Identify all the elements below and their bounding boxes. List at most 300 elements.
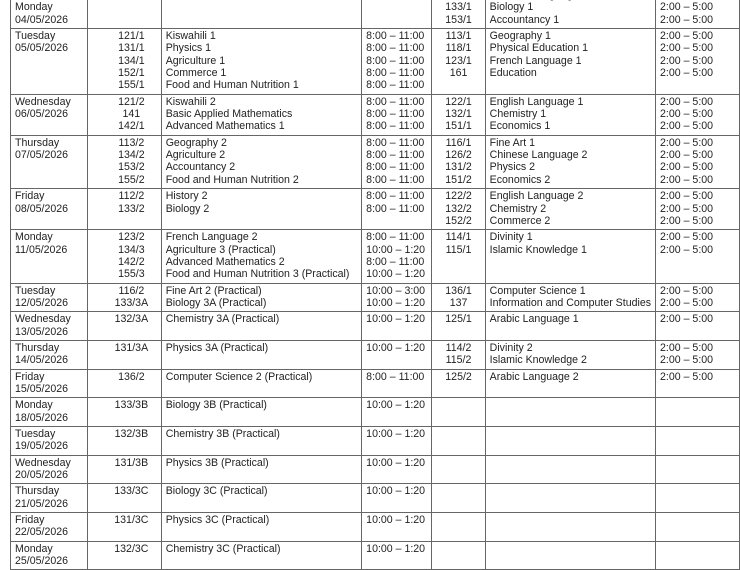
afternoon-time-cell: [656, 283, 740, 312]
morning-subject-cell: [161, 541, 361, 570]
paper-time: 2:00 – 5:00: [660, 30, 714, 43]
morning-code-cell: [88, 29, 162, 95]
date-cell: [11, 427, 88, 456]
morning-time-cell: [362, 283, 432, 312]
morning-code-cell: [88, 189, 162, 230]
morning-code-cell: [88, 94, 162, 135]
paper-code: 152/1: [118, 67, 145, 80]
paper-code: 113/2: [118, 136, 145, 149]
paper-code: 161: [449, 67, 468, 80]
paper-code: 131/2: [445, 161, 472, 174]
timetable-row: [11, 484, 740, 513]
date-cell: [11, 398, 88, 427]
day-label: Wednesday: [15, 456, 71, 469]
afternoon-subject-cell: [485, 0, 655, 29]
day-label: Friday: [15, 514, 45, 527]
afternoon-time-cell: [656, 0, 740, 29]
date-cell: [11, 135, 88, 188]
afternoon-subject-cell: [485, 340, 655, 369]
paper-subject: Physics 3B (Practical): [165, 456, 269, 469]
paper-time: 8:00 – 11:00: [366, 202, 425, 215]
paper-subject: Physics 2: [489, 161, 536, 174]
paper-subject: Chemistry 2: [489, 202, 547, 215]
morning-subject-cell: [161, 427, 361, 456]
morning-subject-cell: [161, 189, 361, 230]
day-label: Monday: [15, 542, 53, 555]
day-label: Thursday: [15, 136, 60, 149]
paper-code: 136/1: [445, 284, 472, 297]
paper-time: 8:00 – 11:00: [366, 54, 425, 67]
paper-time: 8:00 – 11:00: [366, 79, 425, 92]
date-cell: [11, 230, 88, 283]
paper-code: 153/1: [445, 13, 472, 26]
paper-code: 123/2: [118, 231, 145, 244]
afternoon-code-cell: [432, 94, 485, 135]
date-cell: [11, 484, 88, 513]
paper-subject: Divinity 2: [489, 341, 533, 354]
timetable-row: [11, 94, 740, 135]
morning-subject-cell: [161, 398, 361, 427]
paper-time: 2:00 – 5:00: [660, 370, 714, 383]
paper-time: 2:00 – 5:00: [660, 149, 714, 162]
paper-time: 8:00 – 11:00: [366, 231, 425, 244]
paper-subject: Education: [489, 67, 537, 80]
paper-subject: Agriculture 1: [165, 54, 226, 67]
paper-subject: Geography 2: [165, 136, 227, 149]
date-label: 21/05/2026: [15, 497, 69, 510]
paper-subject: Chemistry 3B (Practical): [165, 428, 280, 440]
morning-code-cell: [88, 484, 162, 513]
afternoon-code-cell: [432, 312, 485, 341]
paper-code: 141: [122, 108, 141, 121]
paper-subject: Physics 1: [165, 42, 212, 55]
morning-subject-cell: [161, 369, 361, 398]
paper-code: 116/1: [445, 136, 472, 149]
paper-subject: English Language 1: [489, 95, 584, 108]
paper-subject: Agriculture 2: [165, 149, 226, 162]
paper-code: 121/1: [118, 30, 145, 43]
morning-time-cell: [362, 369, 432, 398]
paper-time: 2:00 – 5:00: [660, 313, 714, 326]
paper-time: 10:00 – 1:20: [366, 268, 426, 281]
date-cell: [11, 541, 88, 570]
afternoon-code-cell: [432, 340, 485, 369]
morning-code-cell: [88, 135, 162, 188]
paper-time: 8:00 – 11:00: [366, 42, 425, 55]
afternoon-time-cell: [656, 398, 740, 427]
afternoon-time-cell: [656, 135, 740, 188]
afternoon-subject-cell: [485, 189, 655, 230]
paper-subject: Biology 3A (Practical): [165, 296, 267, 309]
afternoon-time-cell: [656, 312, 740, 341]
paper-time: 10:00 – 1:20: [366, 243, 426, 256]
day-label: Thursday: [15, 341, 60, 354]
morning-subject-cell: [161, 312, 361, 341]
morning-time-cell: [362, 541, 432, 570]
paper-time: 2:00 – 5:00: [660, 54, 714, 67]
morning-time-cell: [362, 29, 432, 95]
morning-subject-cell: [161, 513, 361, 542]
afternoon-code-cell: [432, 189, 485, 230]
morning-subject-cell: [161, 135, 361, 188]
morning-code-cell: [88, 283, 162, 312]
afternoon-time-cell: [656, 29, 740, 95]
date-cell: [11, 189, 88, 230]
afternoon-subject-cell: [485, 312, 655, 341]
date-cell: [11, 29, 88, 95]
morning-subject-cell: [161, 455, 361, 484]
paper-code: 155/2: [118, 173, 145, 186]
paper-code: 131/3B: [114, 456, 149, 469]
paper-time: 10:00 – 1:20: [366, 341, 426, 354]
exam-timetable: [10, 0, 740, 570]
afternoon-subject-cell: [485, 369, 655, 398]
paper-subject: Food and Human Nutrition 1: [165, 79, 299, 92]
timetable-row: [11, 189, 740, 230]
afternoon-code-cell: [432, 29, 485, 95]
paper-code: 126/2: [445, 149, 472, 162]
afternoon-code-cell: [432, 135, 485, 188]
date-label: 13/05/2026: [15, 325, 69, 338]
paper-time: 2:00 – 5:00: [660, 67, 714, 80]
paper-time: 10:00 – 1:20: [366, 313, 426, 326]
date-cell: [11, 340, 88, 369]
paper-code: 151/1: [445, 120, 472, 133]
paper-subject: Economics 1: [489, 120, 551, 133]
paper-time: 2:00 – 5:00: [660, 95, 714, 108]
paper-time: 10:00 – 1:20: [366, 514, 426, 527]
paper-time: 2:00 – 5:00: [660, 13, 714, 26]
morning-time-cell: [362, 230, 432, 283]
paper-subject: French Language 1: [489, 54, 582, 67]
paper-code: 132/3B: [114, 428, 149, 440]
paper-time: 10:00 – 1:20: [366, 428, 426, 440]
timetable-row: [11, 513, 740, 542]
paper-time: 8:00 – 11:00: [366, 190, 425, 203]
afternoon-time-cell: [656, 513, 740, 542]
paper-subject: French Language 2: [165, 231, 258, 244]
paper-subject: Biology 2: [165, 202, 210, 215]
paper-code: 133/2: [118, 202, 145, 215]
morning-code-cell: [88, 369, 162, 398]
day-label: Tuesday: [15, 284, 56, 297]
paper-time: 8:00 – 11:00: [366, 173, 425, 186]
date-label: 05/05/2026: [15, 42, 69, 55]
afternoon-time-cell: [656, 455, 740, 484]
date-cell: [11, 312, 88, 341]
morning-subject-cell: [161, 94, 361, 135]
paper-subject: Chemistry 3A (Practical): [165, 313, 280, 326]
paper-code: 132/3C: [114, 542, 149, 555]
paper-time: 2:00 – 5:00: [660, 296, 714, 309]
paper-code: 112/2: [118, 190, 145, 203]
day-label: Friday: [15, 190, 45, 203]
afternoon-code-cell: [432, 455, 485, 484]
date-label: 22/05/2026: [15, 526, 69, 539]
morning-code-cell: [88, 541, 162, 570]
paper-code: 132/2: [445, 202, 472, 215]
morning-subject-cell: [161, 230, 361, 283]
paper-time: 2:00 – 5:00: [660, 341, 714, 354]
paper-time: 2:00 – 5:00: [660, 161, 714, 174]
paper-code: 133/3B: [114, 399, 149, 412]
timetable-page: [10, 0, 740, 570]
paper-subject: Food and Human Nutrition 3 (Practical): [165, 268, 350, 281]
paper-subject: Kiswahili 2: [165, 95, 216, 108]
paper-subject: Computer Science 2 (Practical): [165, 370, 313, 383]
paper-code: 134/2: [118, 149, 145, 162]
date-cell: [11, 455, 88, 484]
afternoon-time-cell: [656, 94, 740, 135]
afternoon-subject-cell: [485, 427, 655, 456]
paper-subject: Physical Education 1: [489, 42, 589, 55]
morning-code-cell: [88, 312, 162, 341]
date-cell: [11, 283, 88, 312]
afternoon-code-cell: [432, 0, 485, 29]
date-label: 20/05/2026: [15, 469, 69, 482]
paper-code: 133/3A: [114, 296, 149, 309]
paper-subject: History 2: [165, 190, 208, 203]
paper-time: 8:00 – 11:00: [366, 95, 425, 108]
paper-subject: Biology 1: [489, 1, 534, 14]
morning-subject-cell: [161, 340, 361, 369]
paper-subject: Geography 1: [489, 30, 551, 43]
afternoon-code-cell: [432, 484, 485, 513]
date-label: 14/05/2026: [15, 354, 69, 367]
paper-code: 134/3: [118, 243, 145, 256]
morning-time-cell: [362, 135, 432, 188]
paper-code: 115/2: [445, 354, 472, 367]
paper-subject: English Language 2: [489, 190, 584, 203]
paper-time: 2:00 – 5:00: [660, 243, 714, 256]
paper-time: 8:00 – 11:00: [366, 30, 425, 43]
day-label: Tuesday: [15, 30, 56, 43]
paper-subject: Advanced Mathematics 1: [165, 120, 285, 133]
afternoon-subject-cell: [485, 513, 655, 542]
paper-subject: Chinese Language 2: [489, 149, 588, 162]
timetable-row: [11, 541, 740, 570]
paper-time: 2:00 – 5:00: [660, 136, 714, 149]
paper-code: 151/2: [445, 173, 472, 186]
paper-time: 8:00 – 11:00: [366, 108, 425, 121]
afternoon-code-cell: [432, 513, 485, 542]
paper-time: 2:00 – 5:00: [660, 284, 714, 297]
afternoon-code-cell: [432, 230, 485, 283]
afternoon-time-cell: [656, 369, 740, 398]
afternoon-subject-cell: [485, 283, 655, 312]
date-label: 08/05/2026: [15, 202, 69, 215]
date-label: 07/05/2026: [15, 149, 69, 162]
afternoon-subject-cell: [485, 541, 655, 570]
paper-subject: Divinity 1: [489, 231, 533, 244]
timetable-row: [11, 427, 740, 456]
paper-subject: Basic Applied Mathematics: [165, 108, 293, 121]
afternoon-time-cell: [656, 427, 740, 456]
paper-subject: Accountancy 1: [489, 13, 560, 26]
paper-time: 8:00 – 11:00: [366, 161, 425, 174]
paper-subject: Fine Art 2 (Practical): [165, 284, 262, 297]
date-cell: [11, 0, 88, 29]
paper-code: 115/1: [445, 243, 472, 256]
day-label: Monday: [15, 231, 53, 244]
paper-subject: Accountancy 2: [165, 161, 236, 174]
paper-time: 2:00 – 5:00: [660, 42, 714, 55]
paper-time: 10:00 – 3:00: [366, 284, 426, 297]
day-label: Wednesday: [15, 95, 71, 108]
paper-time: 10:00 – 1:20: [366, 542, 426, 555]
timetable-row: [11, 369, 740, 398]
paper-code: 122/2: [445, 190, 472, 203]
day-label: Friday: [15, 370, 45, 383]
paper-subject: Physics 3A (Practical): [165, 341, 269, 354]
day-label: Monday: [15, 399, 53, 412]
paper-code: 132/3A: [114, 313, 149, 326]
morning-subject-cell: [161, 0, 361, 29]
morning-time-cell: [362, 513, 432, 542]
day-label: Wednesday: [15, 313, 71, 326]
paper-subject: Arabic Language 2: [489, 370, 579, 383]
morning-code-cell: [88, 398, 162, 427]
paper-time: 8:00 – 11:00: [366, 370, 425, 383]
timetable-row: [11, 230, 740, 283]
paper-code: 136/2: [118, 370, 145, 383]
timetable-row: [11, 340, 740, 369]
day-label: Thursday: [15, 485, 60, 498]
paper-code: 116/2: [118, 284, 145, 297]
morning-time-cell: [362, 455, 432, 484]
paper-subject: Economics 2: [489, 173, 551, 186]
paper-time: 10:00 – 1:20: [366, 399, 426, 412]
paper-subject: Islamic Knowledge 2: [489, 354, 587, 367]
paper-code: 114/1: [445, 231, 472, 244]
paper-subject: Food and Human Nutrition 2: [165, 173, 299, 186]
paper-code: 118/1: [445, 42, 472, 55]
afternoon-subject-cell: [485, 94, 655, 135]
afternoon-code-cell: [432, 283, 485, 312]
morning-subject-cell: [161, 484, 361, 513]
paper-time: 2:00 – 5:00: [660, 214, 714, 227]
morning-time-cell: [362, 427, 432, 456]
paper-code: 123/1: [445, 54, 472, 67]
paper-subject: Commerce 1: [165, 67, 227, 80]
paper-subject: Islamic Knowledge 1: [489, 243, 587, 256]
morning-time-cell: [362, 0, 432, 29]
paper-time: 8:00 – 11:00: [366, 67, 425, 80]
timetable-row: [11, 283, 740, 312]
paper-code: 121/2: [118, 95, 145, 108]
paper-code: 134/1: [118, 54, 145, 67]
morning-code-cell: [88, 513, 162, 542]
afternoon-code-cell: [432, 398, 485, 427]
morning-time-cell: [362, 189, 432, 230]
date-label: 19/05/2026: [15, 440, 69, 453]
paper-code: 153/2: [118, 161, 145, 174]
paper-code: 142/2: [118, 255, 145, 268]
date-label: 04/05/2026: [15, 13, 69, 26]
paper-time: 2:00 – 5:00: [660, 173, 714, 186]
timetable-row: [11, 398, 740, 427]
paper-subject: Arabic Language 1: [489, 313, 579, 326]
timetable-row: [11, 0, 740, 29]
paper-code: 155/1: [118, 79, 145, 92]
morning-subject-cell: [161, 283, 361, 312]
paper-time: 10:00 – 1:20: [366, 485, 426, 498]
paper-subject: Chemistry 3C (Practical): [165, 542, 281, 555]
paper-subject: Physics 3C (Practical): [165, 514, 270, 527]
afternoon-time-cell: [656, 189, 740, 230]
morning-time-cell: [362, 484, 432, 513]
paper-code: 125/1: [445, 313, 472, 326]
morning-subject-cell: [161, 29, 361, 95]
paper-subject: Advanced Mathematics 2: [165, 255, 285, 268]
paper-code: 152/2: [445, 214, 472, 227]
morning-time-cell: [362, 94, 432, 135]
paper-code: 114/2: [445, 341, 472, 354]
day-label: Monday: [15, 1, 53, 14]
afternoon-subject-cell: [485, 230, 655, 283]
afternoon-code-cell: [432, 427, 485, 456]
paper-code: 131/1: [118, 42, 145, 55]
afternoon-code-cell: [432, 369, 485, 398]
date-label: 12/05/2026: [15, 296, 69, 309]
afternoon-subject-cell: [485, 398, 655, 427]
paper-subject: Computer Science 1: [489, 284, 586, 297]
morning-code-cell: [88, 340, 162, 369]
paper-time: 10:00 – 1:20: [366, 296, 426, 309]
afternoon-code-cell: [432, 541, 485, 570]
paper-time: 8:00 – 11:00: [366, 255, 425, 268]
paper-subject: Commerce 2: [489, 214, 551, 227]
afternoon-time-cell: [656, 484, 740, 513]
paper-code: 125/2: [445, 370, 472, 383]
paper-subject: Biology 3C (Practical): [165, 485, 268, 498]
date-label: 18/05/2026: [15, 411, 69, 424]
paper-time: 2:00 – 5:00: [660, 231, 714, 244]
morning-code-cell: [88, 427, 162, 456]
paper-subject: Agriculture 3 (Practical): [165, 243, 276, 256]
paper-time: 2:00 – 5:00: [660, 202, 714, 215]
paper-code: 113/1: [445, 30, 472, 43]
paper-time: 2:00 – 5:00: [660, 190, 714, 203]
date-label: 15/05/2026: [15, 382, 69, 395]
paper-subject: Kiswahili 1: [165, 30, 216, 43]
paper-time: 2:00 – 5:00: [660, 120, 714, 133]
afternoon-time-cell: [656, 230, 740, 283]
paper-code: 122/1: [445, 95, 472, 108]
morning-time-cell: [362, 340, 432, 369]
afternoon-subject-cell: [485, 455, 655, 484]
timetable-row: [11, 312, 740, 341]
afternoon-subject-cell: [485, 135, 655, 188]
date-label: 11/05/2026: [15, 243, 68, 256]
paper-subject: Chemistry 1: [489, 108, 547, 121]
morning-time-cell: [362, 312, 432, 341]
paper-code: 133/3C: [114, 485, 149, 498]
date-cell: [11, 369, 88, 398]
timetable-row: [11, 135, 740, 188]
paper-code: 133/1: [445, 1, 472, 14]
paper-time: 2:00 – 5:00: [660, 108, 714, 121]
date-cell: [11, 94, 88, 135]
timetable-row: [11, 29, 740, 95]
timetable-row: [11, 455, 740, 484]
date-label: 25/05/2026: [15, 555, 69, 568]
morning-code-cell: [88, 0, 162, 29]
paper-code: 142/1: [118, 120, 145, 133]
paper-time: 8:00 – 11:00: [366, 120, 425, 133]
afternoon-subject-cell: [485, 484, 655, 513]
paper-subject: Biology 3B (Practical): [165, 399, 267, 412]
